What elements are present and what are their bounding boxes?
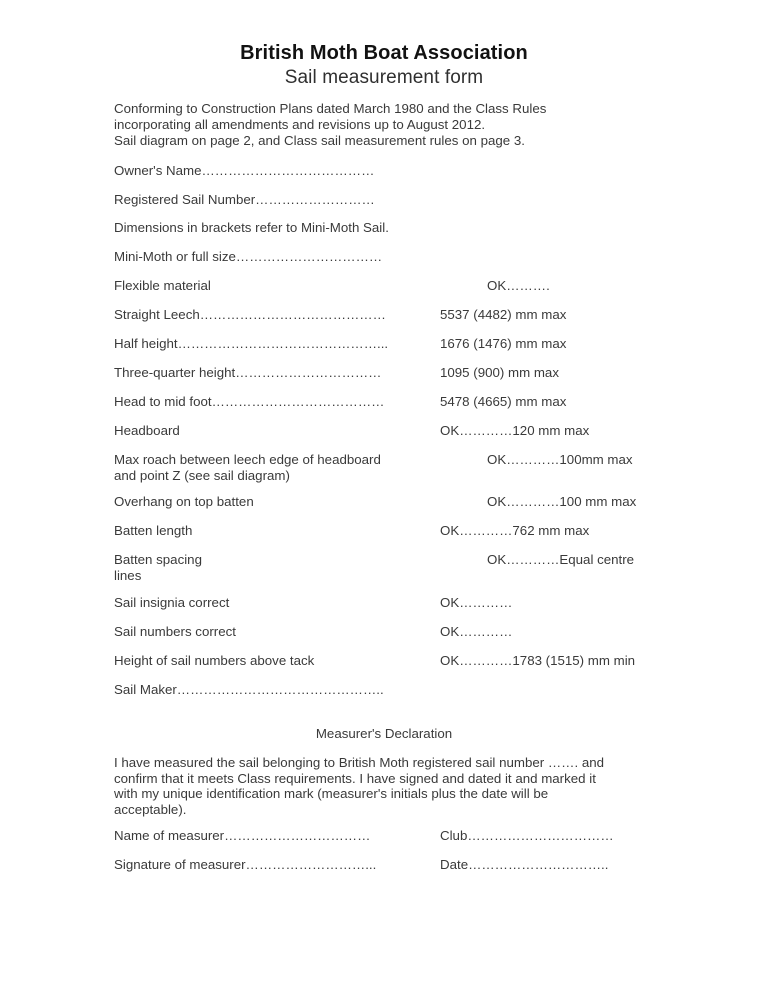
page-subtitle: Sail measurement form [284,67,484,88]
measurement-value-height-sail-numbers[interactable]: OK…………1783 (1515) mm min [440,653,636,668]
measurement-label-height-sail-numbers: Height of sail numbers above tack [114,653,315,668]
measurement-value-sail-numbers-correct[interactable]: OK………… [440,624,513,639]
measurement-label-sail-insignia-correct: Sail insignia correct [114,595,230,610]
field-signature-of-measurer[interactable]: Signature of measurer………………………... [114,857,377,872]
measurement-label-three-quarter-height[interactable]: Three-quarter height…………………………… [114,365,382,380]
measurement-label-batten-spacing: Batten spacing [114,552,202,567]
intro-line-3: Sail diagram on page 2, and Class sail measurement rules on page 3. [114,133,525,149]
measurement-value-headboard[interactable]: OK…………120 mm max [440,423,590,438]
measurement-value-batten-spacing[interactable]: OK…………Equal centre [487,552,635,567]
declaration-body-line-4: acceptable). [114,801,187,817]
measurement-value-max-roach[interactable]: OK…………100mm max [487,452,633,467]
measurement-value-overhang-top-batten[interactable]: OK…………100 mm max [487,494,637,509]
measurement-value-head-to-mid-foot: 5478 (4665) mm max [440,394,567,409]
measurement-label-half-height[interactable]: Half height………………………………………... [114,336,389,351]
measurement-label-head-to-mid-foot[interactable]: Head to mid foot………………………………… [114,394,385,409]
declaration-body [114,755,644,817]
measurement-label-straight-leech[interactable]: Straight Leech…………………………………… [114,307,386,322]
note-dimensions-brackets: Dimensions in brackets refer to Mini-Moth Sail. [114,220,389,235]
measurement-label-flexible-material: Flexible material [114,278,211,293]
field-mini-moth-or-full-size[interactable]: Mini-Moth or full size…………………………… [114,249,383,264]
measurement-label-batten-spacing-line2: lines [114,568,142,583]
field-registered-sail-number[interactable]: Registered Sail Number……………………… [114,192,375,207]
measurement-label-max-roach: Max roach between leech edge of headboard [114,452,381,467]
measurement-value-sail-insignia-correct[interactable]: OK………… [440,595,513,610]
measurement-label-max-roach-line2: and point Z (see sail diagram) [114,468,290,483]
measurement-value-half-height: 1676 (1476) mm max [440,336,567,351]
intro-line-1: Conforming to Construction Plans dated March 1980 and the Class Rules [114,101,547,116]
page-title: British Moth Boat Association [240,42,528,64]
declaration-body-line-2: confirm that it meets Class requirements. I have signed and dated it and marked it [114,770,596,786]
measurement-value-batten-length[interactable]: OK…………762 mm max [440,523,590,538]
field-date[interactable]: Date………………………….. [440,857,609,872]
measurement-label-headboard: Headboard [114,423,180,438]
intro-paragraph [114,101,634,150]
field-name-of-measurer[interactable]: Name of measurer…………………………… [114,828,371,843]
declaration-body-line-3: with my unique identification mark (measurer's initials plus the date will be [114,786,549,802]
measurement-label-overhang-top-batten: Overhang on top batten [114,494,254,509]
field-owner-name[interactable]: Owner's Name………………………………… [114,163,375,178]
declaration-body-line-1: I have measured the sail belonging to British Moth registered sail number ……. and [114,755,605,770]
intro-line-2: incorporating all amendments and revisions up to August 2012. [114,117,486,133]
field-club[interactable]: Club…………………………… [440,828,614,843]
declaration-heading: Measurer's Declaration [315,726,453,741]
measurement-value-straight-leech: 5537 (4482) mm max [440,307,567,322]
measurement-label-sail-numbers-correct: Sail numbers correct [114,624,236,639]
field-sail-maker[interactable]: Sail Maker……………………………………….. [114,682,384,697]
measurement-value-flexible-material[interactable]: OK………. [487,278,550,293]
measurement-value-three-quarter-height: 1095 (900) mm max [440,365,559,380]
measurement-label-batten-length: Batten length [114,523,193,538]
